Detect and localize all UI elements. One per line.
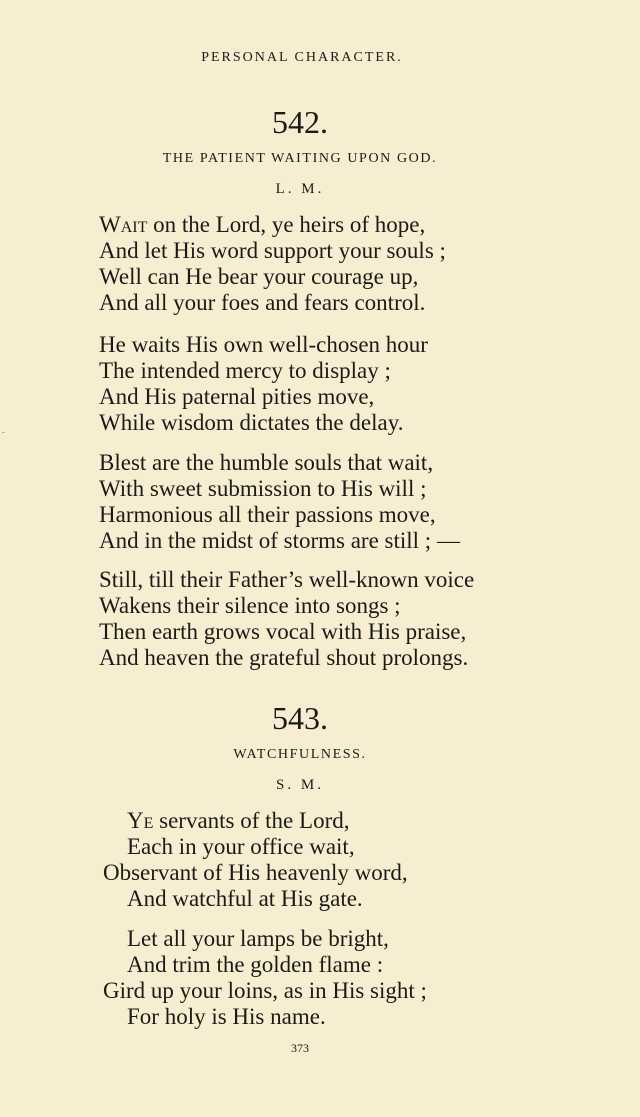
running-head: PERSONAL CHARACTER. — [201, 50, 403, 65]
verse-line: Wakens their silence into songs ; — [99, 593, 401, 618]
hymn-title: WATCHFULNESS. — [233, 747, 367, 762]
verse-line: Harmonious all their passions move, — [99, 502, 436, 527]
verse-line: And His paternal pities move, — [99, 384, 375, 409]
verse-line: Let all your lamps be bright, — [127, 926, 389, 951]
hymn-title: THE PATIENT WAITING UPON GOD. — [162, 151, 438, 166]
verse-line: With sweet submission to His will ; — [99, 476, 427, 501]
stanza — [99, 212, 599, 316]
verse-line-text: servants of the Lord, — [153, 808, 350, 833]
verse-line: And let His word support your souls ; — [99, 238, 446, 263]
verse-line: He waits His own well-chosen hour — [99, 332, 428, 357]
verse-line: Gird up your loins, as in His sight ; — [103, 978, 427, 1003]
drop-cap-word: Wait — [99, 212, 148, 237]
hymn-number: 543. — [272, 700, 328, 736]
verse-line: Observant of His heavenly word, — [103, 860, 408, 885]
hymn-meter: S. M. — [276, 777, 324, 793]
verse-line: While wisdom dictates the delay. — [99, 410, 404, 435]
verse-line: Blest are the humble souls that wait, — [99, 450, 434, 475]
verse-line: For holy is His name. — [127, 1004, 326, 1029]
margin-mark: ╴ — [2, 428, 9, 439]
verse-line: The intended mercy to display ; — [99, 358, 391, 383]
stanza — [99, 926, 599, 1030]
verse-line: And trim the golden flame : — [127, 952, 384, 977]
page-number: 373 — [291, 1041, 309, 1055]
stanza — [99, 332, 599, 436]
verse-line: And heaven the grateful shout prolongs. — [99, 645, 469, 670]
verse-line: And in the midst of storms are still ; — — [99, 528, 460, 553]
verse-line: Each in your office wait, — [127, 834, 355, 859]
stanza — [99, 567, 599, 671]
verse-line: And watchful at His gate. — [127, 886, 363, 911]
stanza — [99, 450, 599, 554]
verse-line — [99, 808, 599, 834]
verse-line: And all your foes and fears control. — [99, 290, 426, 315]
verse-line: Well can He bear your courage up, — [99, 264, 419, 289]
hymn-meter: L. M. — [275, 181, 325, 197]
verse-line — [99, 212, 599, 238]
hymn-number: 542. — [272, 104, 328, 140]
stanza — [99, 808, 599, 912]
verse-line: Then earth grows vocal with His praise, — [99, 619, 467, 644]
verse-line: Still, till their Father’s well-known voice — [99, 567, 475, 592]
drop-cap-word: Ye — [127, 808, 154, 833]
verse-line-text: on the Lord, ye heirs of hope, — [147, 212, 426, 237]
